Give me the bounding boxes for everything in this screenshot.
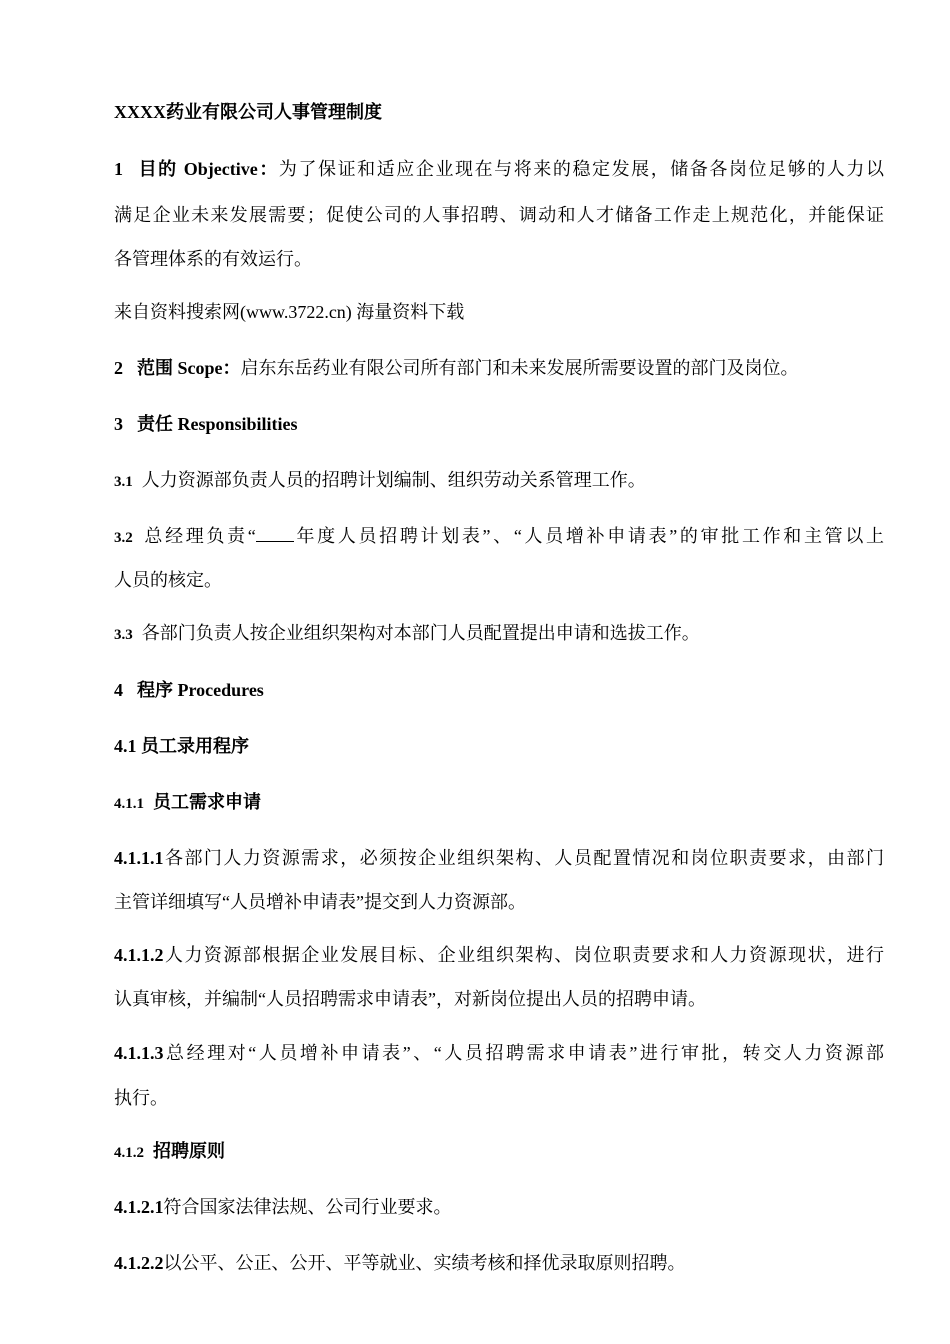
responsibilities-number: 3 bbox=[114, 414, 123, 434]
item-4-1-1-1-line-1 bbox=[114, 846, 884, 870]
scope-number: 2 bbox=[114, 358, 123, 378]
subsection-4-1-1 bbox=[114, 790, 884, 816]
item-4-1-2-1 bbox=[114, 1195, 884, 1219]
objective-text-1: 为了保证和适应企业现在与将来的稳定发展，储备各岗位足够的人力以 bbox=[278, 159, 884, 179]
item-number: 3.2 bbox=[114, 530, 133, 546]
subsection-number: 4.1.1 bbox=[114, 796, 144, 812]
procedures-number: 4 bbox=[114, 680, 123, 700]
item-text-after: 年度人员招聘计划表”、“人员增补申请表”的审批工作和主管以上 bbox=[293, 526, 884, 546]
item-number: 4.1.2.2 bbox=[114, 1253, 164, 1273]
document-title bbox=[114, 100, 884, 124]
subsection-4-1 bbox=[114, 734, 884, 758]
item-text-line-2: 人员的核定。 bbox=[114, 570, 222, 590]
subsection-heading: 招聘原则 bbox=[153, 1141, 225, 1161]
subsection-heading: 员工需求申请 bbox=[153, 792, 261, 812]
subsection-4-1-heading: 4.1 员工录用程序 bbox=[114, 736, 249, 756]
item-text-1: 人力资源部根据企业发展目标、企业组织架构、岗位职责要求和人力资源现状，进行 bbox=[163, 945, 884, 965]
item-text-2: 执行。 bbox=[114, 1088, 168, 1108]
item-4-1-1-2-line-1 bbox=[114, 943, 884, 967]
item-4-1-1-2-line-2 bbox=[114, 987, 884, 1011]
item-text-1: 总经理对“人员增补申请表”、“人员招聘需求申请表”进行审批，转交人力资源部 bbox=[163, 1043, 884, 1063]
source-note bbox=[114, 300, 884, 324]
title-text: XXXX药业有限公司人事管理制度 bbox=[114, 102, 382, 122]
item-text-2: 主管详细填写“人员增补申请表”提交到人力资源部。 bbox=[114, 892, 526, 912]
fill-in-blank bbox=[256, 525, 294, 542]
item-4-1-1-3-line-2 bbox=[114, 1086, 884, 1110]
item-text: 人力资源部负责人员的招聘计划编制、组织劳动关系管理工作。 bbox=[141, 470, 646, 490]
item-text-before: 总经理负责“ bbox=[141, 526, 256, 546]
subsection-number: 4.1.2 bbox=[114, 1145, 144, 1161]
item-4-1-1-3-line-1 bbox=[114, 1041, 884, 1065]
item-number: 3.3 bbox=[114, 627, 133, 643]
responsibilities-heading-line bbox=[114, 412, 884, 436]
objective-line-1 bbox=[114, 157, 884, 181]
objective-text-3: 各管理体系的有效运行。 bbox=[114, 249, 312, 269]
item-4-1-2-2 bbox=[114, 1251, 884, 1275]
item-text: 各部门负责人按企业组织架构对本部门人员配置提出申请和选拔工作。 bbox=[141, 623, 700, 643]
subsection-4-1-2 bbox=[114, 1139, 884, 1165]
item-text-1: 各部门人力资源需求，必须按企业组织架构、人员配置情况和岗位职责要求，由部门 bbox=[163, 848, 884, 868]
objective-text-2: 满足企业未来发展需要；促使公司的人事招聘、调动和人才储备工作走上规范化，并能保证 bbox=[114, 205, 884, 225]
responsibility-item-3-2-line-1 bbox=[114, 524, 884, 550]
responsibility-item-3-3 bbox=[114, 621, 884, 647]
objective-number: 1 bbox=[114, 159, 123, 179]
procedures-heading-line bbox=[114, 678, 884, 702]
objective-heading: 目的 Objective： bbox=[137, 159, 279, 179]
objective-line-2 bbox=[114, 203, 884, 227]
item-text: 符合国家法律法规、公司行业要求。 bbox=[163, 1197, 452, 1217]
scope-text: 启东东岳药业有限公司所有部门和未来发展所需要设置的部门及岗位。 bbox=[240, 358, 799, 378]
item-text: 以公平、公正、公开、平等就业、实绩考核和择优录取原则招聘。 bbox=[163, 1253, 686, 1273]
item-number: 4.1.1.1 bbox=[114, 848, 164, 868]
responsibilities-heading: 责任 Responsibilities bbox=[137, 414, 298, 434]
item-number: 4.1.1.2 bbox=[114, 945, 164, 965]
procedures-heading: 程序 Procedures bbox=[137, 680, 264, 700]
scope-heading: 范围 Scope： bbox=[137, 358, 241, 378]
item-number: 3.1 bbox=[114, 474, 133, 490]
item-number: 4.1.1.3 bbox=[114, 1043, 164, 1063]
objective-line-3 bbox=[114, 247, 884, 271]
item-4-1-1-1-line-2 bbox=[114, 890, 884, 914]
item-number: 4.1.2.1 bbox=[114, 1197, 164, 1217]
item-text-2: 认真审核，并编制“人员招聘需求申请表”，对新岗位提出人员的招聘申请。 bbox=[114, 989, 706, 1009]
scope-line bbox=[114, 356, 884, 380]
responsibility-item-3-2-line-2 bbox=[114, 568, 884, 592]
responsibility-item-3-1 bbox=[114, 468, 884, 494]
source-note-text: 来自资料搜索网(www.3722.cn) 海量资料下载 bbox=[114, 302, 465, 322]
